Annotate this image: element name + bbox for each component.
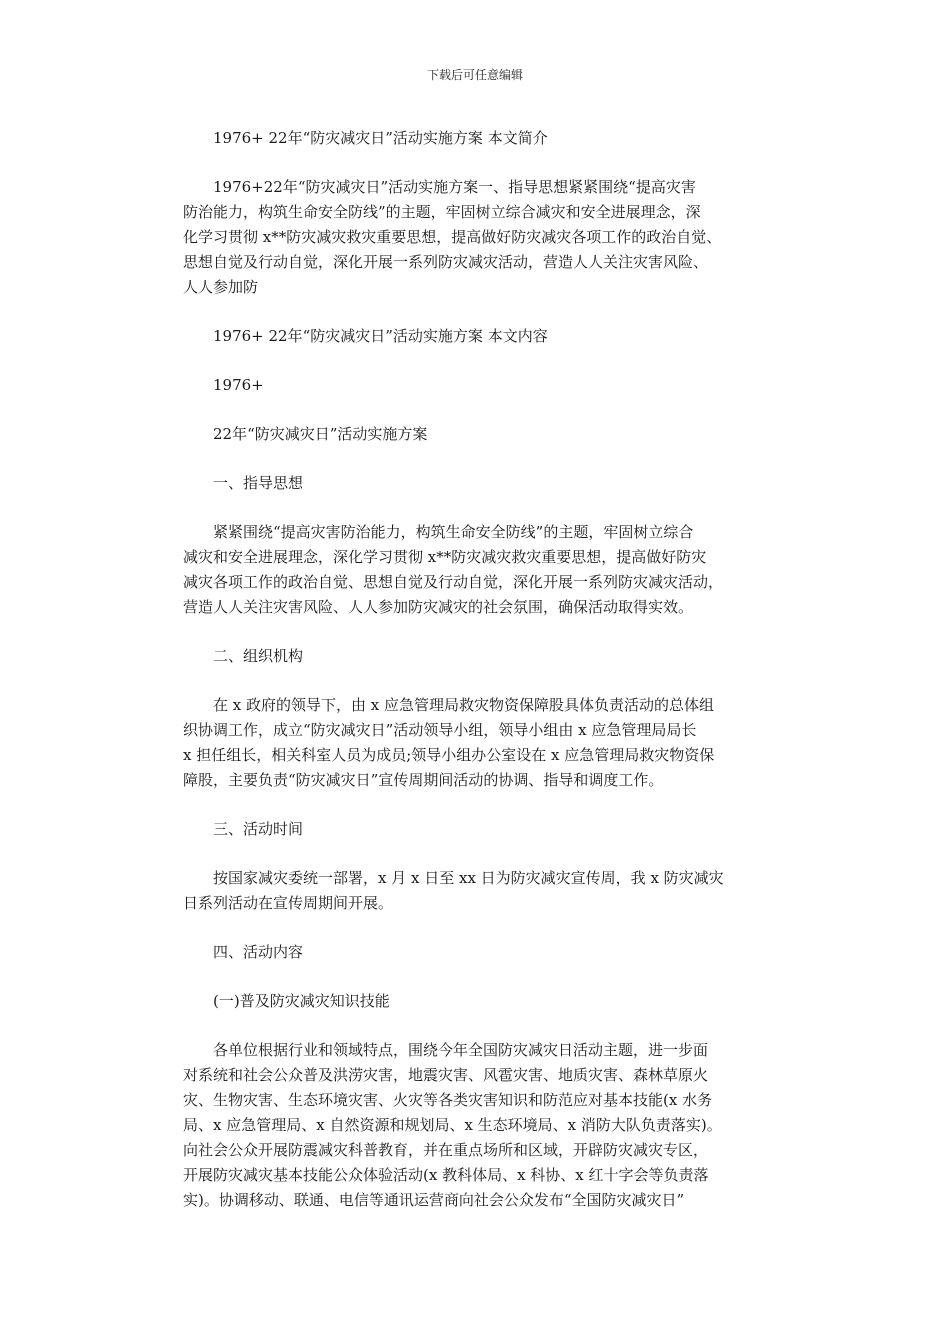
text-line: 织协调工作，成立“防灾减灾日”活动领导小组，领导小组由 x 应急管理局局长 [183, 721, 697, 739]
text-line: (一)普及防灾减灾知识技能 [213, 992, 390, 1010]
text-line: 向社会公众开展防震减灾科普教育，并在重点场所和区域，开辟防灾减灾专区， [183, 1141, 709, 1159]
text-line: x 担任组长，相关科室人员为成员;领导小组办公室设在 x 应急管理局救灾物资保 [183, 746, 715, 764]
text-line: 紧紧围绕“提高灾害防治能力，构筑生命安全防线”的主题，牢固树立综合 [213, 523, 694, 541]
paragraph-content-title [213, 324, 783, 349]
paragraph-section-3 [213, 817, 783, 842]
paragraph-section-4-1-body [183, 1038, 783, 1213]
paragraph-doc-title [213, 422, 783, 447]
text-line: 1976+ 22年“防灾减灾日”活动实施方案 本文简介 [213, 129, 548, 147]
paragraph-section-2-body [183, 693, 783, 793]
text-line: 灾、生物灾害、生态环境灾害、火灾等各类灾害知识和防范应对基本技能(x 水务 [183, 1091, 713, 1109]
text-line: 三、活动时间 [213, 820, 304, 838]
paragraph-section-4-1 [213, 989, 783, 1014]
text-line: 实)。协调移动、联通、电信等通讯运营商向社会公众发布“全国防灾减灾日” [183, 1191, 685, 1209]
text-line: 营造人人关注灾害风险、人人参加防灾减灾的社会氛围，确保活动取得实效。 [183, 598, 694, 616]
paragraph-intro-title [213, 126, 783, 151]
paragraph-section-1-body [183, 520, 783, 620]
text-line: 对系统和社会公众普及洪涝灾害，地震灾害、风雹灾害、地质灾害、森林草原火 [183, 1066, 709, 1084]
text-line: 防治能力，构筑生命安全防线”的主题，牢固树立综合减灾和安全进展理念，深 [183, 203, 701, 221]
text-line: 减灾各项工作的政治自觉、思想自觉及行动自觉，深化开展一系列防灾减灾活动， [183, 573, 724, 591]
text-line: 减灾和安全进展理念，深化学习贯彻 x**防灾减灾救灾重要思想，提高做好防灾 [183, 548, 707, 566]
paragraph-year [213, 373, 783, 398]
paragraph-section-1 [213, 471, 783, 496]
text-line: 人人参加防 [183, 278, 259, 296]
text-line: 日系列活动在宣传周期间开展。 [183, 894, 394, 912]
text-line: 障股，主要负责“防灾减灾日”宣传周期间活动的协调、指导和调度工作。 [183, 771, 664, 789]
text-line: 局、x 应急管理局、x 自然资源和规划局、x 生态环境局、x 消防大队负责落实)。 [183, 1116, 722, 1134]
text-line: 各单位根据行业和领域特点，围绕今年全国防灾减灾日活动主题，进一步面 [213, 1041, 709, 1059]
text-line: 开展防灾减灾基本技能公众体验活动(x 教科体局、x 科协、x 红十字会等负责落 [183, 1166, 709, 1184]
text-line: 按国家减灾委统一部署，x 月 x 日至 xx 日为防灾减灾宣传周，我 x 防灾减灾 [213, 869, 724, 887]
text-line: 1976+ 22年“防灾减灾日”活动实施方案 本文内容 [213, 327, 548, 345]
paragraph-section-2 [213, 644, 783, 669]
text-line: 四、活动内容 [213, 943, 304, 961]
text-line: 二、组织机构 [213, 647, 304, 665]
document-body [183, 126, 783, 1237]
page-header: 下载后可任意编辑 [426, 68, 523, 82]
text-line: 1976+22年“防灾减灾日”活动实施方案一、指导思想紧紧围绕“提高灾害 [213, 178, 696, 196]
text-line: 思想自觉及行动自觉，深化开展一系列防灾减灾活动，营造人人关注灾害风险、 [183, 253, 709, 271]
paragraph-intro-body [183, 175, 783, 300]
text-line: 1976+ [213, 376, 264, 394]
text-line: 在 x 政府的领导下，由 x 应急管理局救灾物资保障股具体负责活动的总体组 [213, 696, 714, 714]
text-line: 22年“防灾减灾日”活动实施方案 [213, 425, 428, 443]
paragraph-section-4 [213, 940, 783, 965]
text-line: 一、指导思想 [213, 474, 304, 492]
paragraph-section-3-body [183, 866, 783, 916]
text-line: 化学习贯彻 x**防灾减灾救灾重要思想，提高做好防灾减灾各项工作的政治自觉、 [183, 228, 722, 246]
